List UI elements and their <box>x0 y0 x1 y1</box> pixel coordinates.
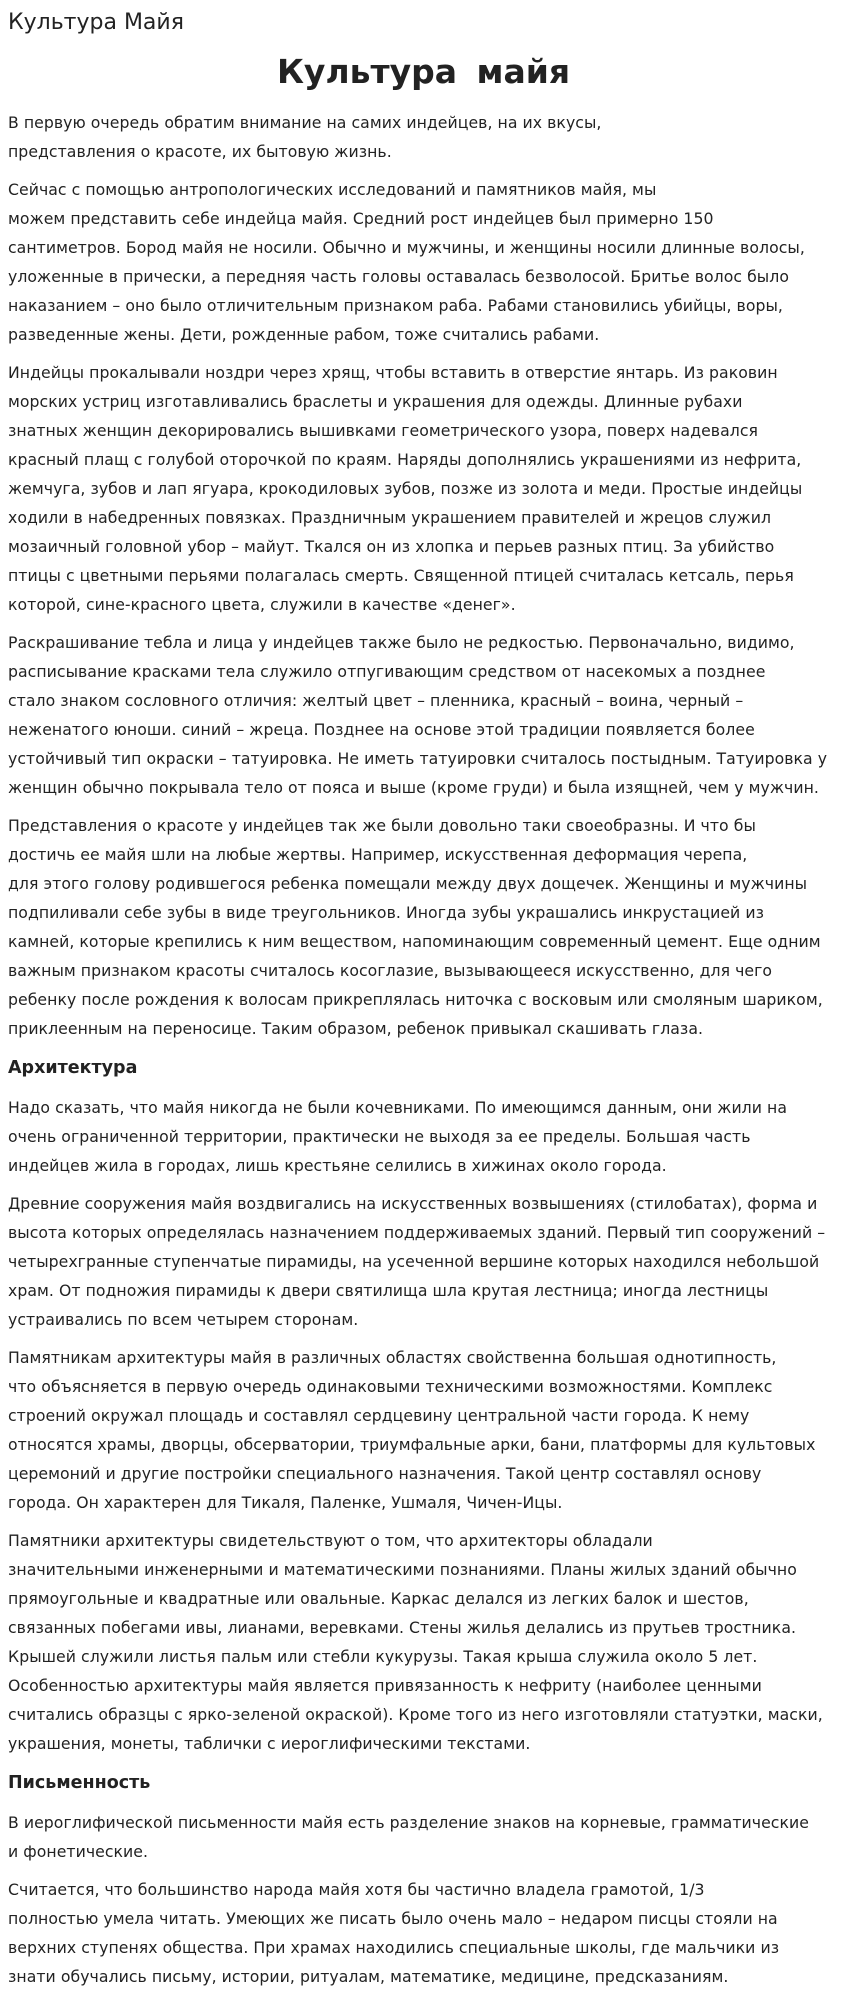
writing-section <box>8 1770 839 1991</box>
section-heading-writing: Письменность <box>8 1773 151 1793</box>
article-title: Культура майя <box>276 52 571 91</box>
paragraph: Раскрашивание тебла и лица у индейцев также было не редкостью. Первоначально, видимо, расписывание красками тела служило отпугивающим средством от насекомых а позднее стало знаком сословного отличия: желтый цвет – пленника, красный – воина, черный – неженатого юноши. синий – жреца. Позднее на основе этой традиции появляется более устойчивый тип окраски – татуировка. Не иметь татуировки считалось постыдным. Татуировка у женщин обычно покрывала тело от пояса и выше (кроме груди) и была изящней, чем у мужчин. <box>8 633 828 797</box>
paragraph: В иероглифической письменности майя есть разделение знаков на корневые, грамматические и фонетические. <box>8 1813 809 1861</box>
section-heading-architecture: Архитектура <box>8 1058 138 1078</box>
paragraph: Памятники архитектуры свидетельствуют о том, что архитекторы обладали значительными инженерными и математическими познаниями. Планы жилых зданий обычно прямоугольные и квадратные или овальные. Каркас делался из легких балок и шестов, связанных побегами ивы, лианами, веревками. Стены жилья делались из прутьев тростника. Крышей служили листья пальм или стебли кукурузы. Такая крыша служила около 5 лет. Особенностью архитектуры майя является привязанность к нефриту (наиболее ценными считались образцы с ярко-зеленой окраской). Кроме того из него изготовляли статуэтки, маски, украшения, монеты, таблички с иероглифическими текстами. <box>8 1531 823 1753</box>
paragraph: Памятникам архитектуры майя в различных областях свойственна большая однотипность, что объясняется в первую очередь одинаковыми техническими возможностями. Комплекс строений окружал площадь и составлял сердцевину центральной части города. К нему относятся храмы, дворцы, обсерватории, триумфальные арки, бани, платформы для культовых церемоний и другие постройки специального назначения. Такой центр составлял основу города. Он характерен для Тикаля, Паленке, Ушмаля, Чичен-Ицы. <box>8 1348 816 1512</box>
paragraph: Представления о красоте у индейцев так же были довольно таки своеобразны. И что бы достичь ее майя шли на любые жертвы. Например, искусственная деформация черепа, для этого голову родившегося ребенка помещали между двух дощечек. Женщины и мужчины подпиливали себе зубы в виде треугольников. Иногда зубы украшались инкрустацией из камней, которые крепились к ним веществом, напоминающим современный цемент. Еще одним важным признаком красоты считалось косоглазие, вызывающееся искусственно, для чего ребенку после рождения к волосам прикреплялась ниточка с восковым или смоляным шариком, приклеенным на переносице. Таким образом, ребенок привыкал скашивать глаза. <box>8 816 823 1038</box>
intro-section <box>8 108 839 1043</box>
paragraph: В первую очередь обратим внимание на самих индейцев, на их вкусы, представления о красоте, их бытовую жизнь. <box>8 113 602 161</box>
architecture-section <box>8 1055 839 1758</box>
site-title: Культура Майя <box>8 10 184 35</box>
paragraph: Сейчас с помощью антропологических исследований и памятников майя, мы можем представить себе индейца майя. Средний рост индейцев был примерно 150 сантиметров. Бород майя не носили. Обычно и мужчины, и женщины носили длинные волосы, уложенные в прически, а передняя часть головы оставалась безволосой. Бритье волос было наказанием – оно было отличительным признаком раба. Рабами становились убийцы, воры, разведенные жены. Дети, рожденные рабом, тоже считались рабами. <box>8 180 805 344</box>
paragraph: Древние сооружения майя воздвигались на искусственных возвышениях (стилобатах), форма и высота которых определялась назначением поддерживаемых зданий. Первый тип сооружений – четырехгранные ступенчатые пирамиды, на усеченной вершине которых находился небольшой храм. От подножия пирамиды к двери святилища шла крутая лестница; иногда лестницы устраивались по всем четырем сторонам. <box>8 1194 826 1329</box>
paragraph: Индейцы прокалывали ноздри через хрящ, чтобы вставить в отверстие янтарь. Из раковин морских устриц изготавливались браслеты и украшения для одежды. Длинные рубахи знатных женщин декорировались вышивками геометрического узора, поверх надевался красный плащ с голубой оторочкой по краям. Наряды дополнялись украшениями из нефрита, жемчуга, зубов и лап ягуара, крокодиловых зубов, позже из золота и меди. Простые индейцы ходили в набедренных повязках. Праздничным украшением правителей и жрецов служил мозаичный головной убор – майут. Ткался он из хлопка и перьев разных птиц. За убийство птицы с цветными перьями полагалась смерть. Священной птицей считалась кетсаль, перья которой, сине-красного цвета, служили в качестве «денег». <box>8 363 803 614</box>
paragraph: Считается, что большинство народа майя хотя бы частично владела грамотой, 1/3 полностью умела читать. Умеющих же писать было очень мало – недаром писцы стояли на верхних ступенях общества. При храмах находились специальные школы, где мальчики из знати обучались письму, истории, ритуалам, математике, медицине, предсказаниям. <box>8 1880 780 1986</box>
paragraph: Надо сказать, что майя никогда не были кочевниками. По имеющимся данным, они жили на очень ограниченной территории, практически не выходя за ее пределы. Большая часть индейцев жила в городах, лишь крестьяне селились в хижинах около города. <box>8 1098 788 1175</box>
